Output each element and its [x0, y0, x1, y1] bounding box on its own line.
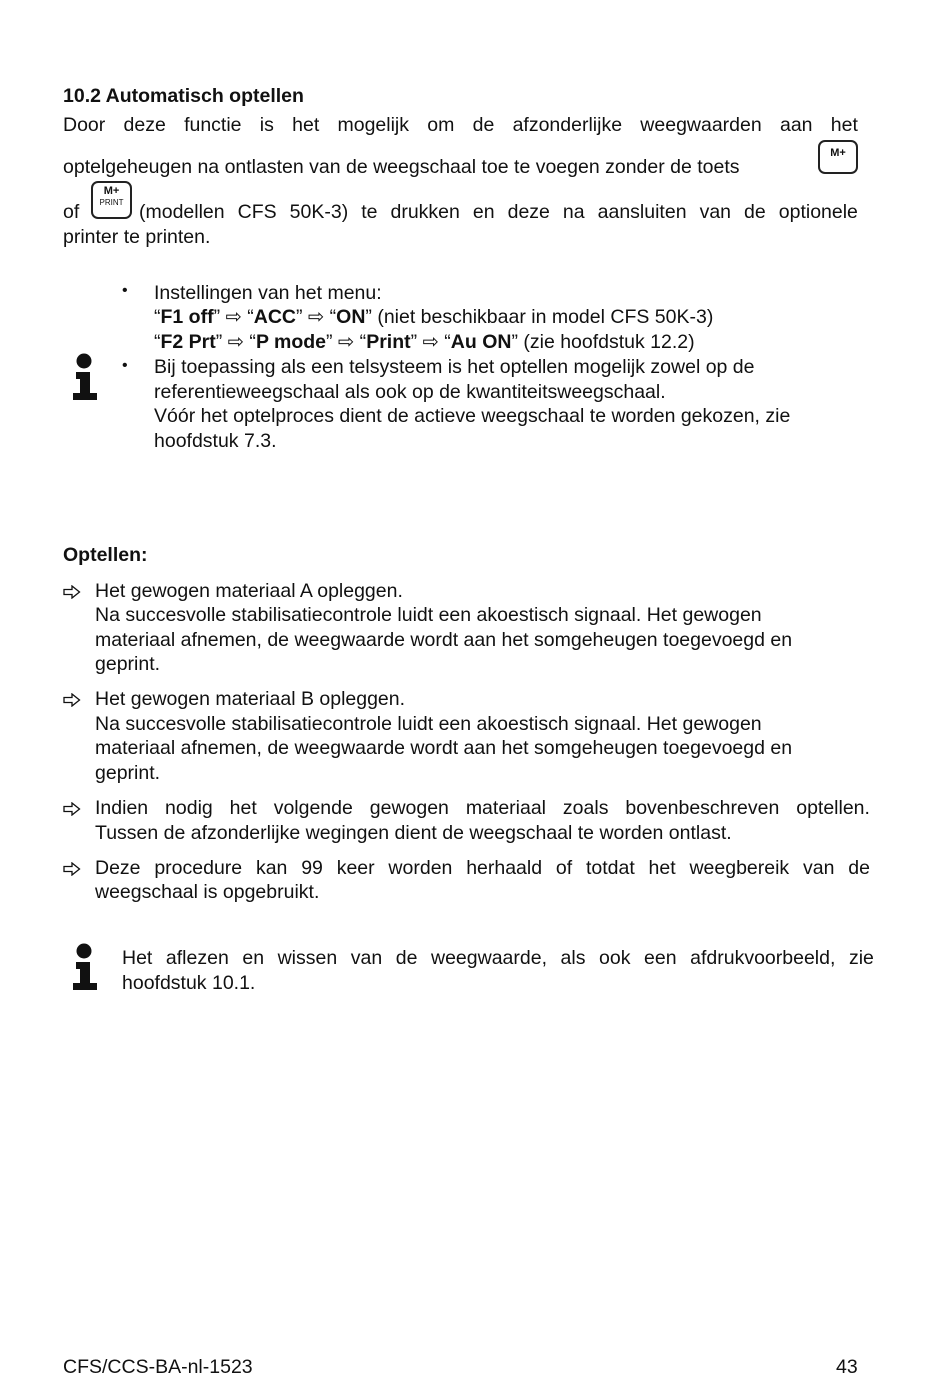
mplus-key-icon	[818, 140, 858, 174]
word: om	[427, 114, 455, 136]
menu-value: Au ON	[450, 331, 512, 353]
info-icon	[70, 352, 100, 402]
footer-doc-id: CFS/CCS-BA-nl-1523	[63, 1356, 253, 1378]
word: deze	[123, 114, 166, 136]
word: drukken	[390, 201, 460, 223]
word: het	[648, 857, 676, 879]
word: te	[361, 201, 378, 223]
word: zoals	[562, 797, 609, 819]
arrow-separator: ” ⇨ “	[410, 331, 451, 353]
step1-line: geprint.	[95, 653, 161, 675]
word: procedure	[154, 857, 243, 879]
info-icon	[70, 942, 100, 992]
word: weegwaarden	[640, 114, 762, 136]
word: totdat	[585, 857, 635, 879]
bullet2-line: Vóór het optelproces dient de actieve weegschaal te worden gekozen, zie	[154, 405, 791, 427]
arrow-separator: ” ⇨ “	[213, 306, 254, 328]
quote: “	[154, 331, 161, 353]
word: CFS	[237, 201, 277, 223]
intro-line-3-prefix: of	[63, 201, 80, 223]
word: als	[560, 947, 586, 969]
word: Het	[122, 947, 153, 969]
menu-value: ON	[336, 306, 366, 328]
word: bovenbeschreven	[625, 797, 780, 819]
optellen-heading: Optellen:	[63, 544, 148, 566]
step1-line: Het gewogen materiaal A opleggen.	[95, 580, 403, 602]
word: van	[802, 857, 835, 879]
bullet2-line: referentieweegschaal als ook op de kwantiteitsweegschaal.	[154, 381, 666, 403]
word: kan	[255, 857, 288, 879]
section-title: 10.2 Automatisch optellen	[63, 85, 304, 107]
word: ook	[599, 947, 631, 969]
menu-value: F2 Prt	[160, 331, 216, 353]
word: aansluiten	[597, 201, 687, 223]
bullet2-line: hoofdstuk 7.3.	[154, 430, 277, 452]
menu-path-row-1	[154, 305, 713, 329]
mplus-print-key-bottom: PRINT	[99, 198, 124, 207]
step2-line: geprint.	[95, 762, 161, 784]
note-line-1	[122, 946, 874, 970]
intro-line-3	[139, 200, 858, 224]
bullet-dot: •	[122, 282, 128, 299]
step2-line: materiaal afnemen, de weegwaarde wordt aan het somgeheugen toegevoegd en	[95, 737, 793, 759]
hollow-arrow-icon	[63, 693, 81, 707]
word: van	[350, 947, 383, 969]
hollow-arrow-icon	[63, 802, 81, 816]
quote: “	[154, 306, 161, 328]
step4-line-1	[95, 856, 870, 880]
step3-line-2: Tussen de afzonderlijke wegingen dient de weegschaal te worden ontlast.	[95, 822, 732, 844]
step1-line: materiaal afnemen, de weegwaarde wordt aan het somgeheugen toegevoegd en	[95, 629, 793, 651]
word: aan	[779, 114, 813, 136]
intro-line-4: printer te printen.	[63, 226, 211, 248]
word: het	[292, 114, 320, 136]
word: weegbereik	[689, 857, 790, 879]
step2-line: Het gewogen materiaal B opleggen.	[95, 688, 406, 710]
word: is	[259, 114, 274, 136]
menu-path-row-2	[154, 330, 695, 354]
arrow-separator: ” ⇨ “	[296, 306, 337, 328]
intro-line-2: optelgeheugen na ontlasten van de weegschaal toe te voegen zonder de toets	[63, 156, 740, 178]
arrow-separator: ” ⇨ “	[326, 331, 367, 353]
word: en	[472, 201, 495, 223]
word: mogelijk	[337, 114, 410, 136]
mplus-print-key-top: M+	[103, 185, 120, 197]
word: of	[555, 857, 573, 879]
word: de	[472, 114, 495, 136]
note-line-2: hoofdstuk 10.1.	[122, 972, 256, 994]
word: optellen.	[796, 797, 870, 819]
menu-note: ” (niet beschikbaar in model CFS 50K-3)	[365, 306, 714, 328]
word: het	[830, 114, 858, 136]
intro-line-1	[63, 113, 858, 137]
bullet2-line: Bij toepassing als een telsysteem is het optellen mogelijk zowel op de	[154, 356, 755, 378]
word: herhaald	[466, 857, 543, 879]
word: 99	[301, 857, 323, 879]
word: na	[562, 201, 585, 223]
menu-settings-label: Instellingen van het menu:	[154, 282, 382, 304]
word: nodig	[165, 797, 213, 819]
word: de	[848, 857, 870, 879]
word: Door	[63, 114, 106, 136]
step3-line-1	[95, 796, 870, 820]
arrow-separator: ” ⇨ “	[215, 331, 256, 353]
mplus-print-key-icon	[91, 181, 132, 219]
word: aflezen	[165, 947, 229, 969]
footer-page-number: 43	[836, 1356, 858, 1378]
menu-value: Print	[366, 331, 411, 353]
mplus-key-label: M+	[830, 147, 846, 159]
word: zie	[848, 947, 874, 969]
hollow-arrow-icon	[63, 862, 81, 876]
word: Indien	[95, 797, 149, 819]
word: functie	[184, 114, 242, 136]
word: Deze	[95, 857, 141, 879]
step4-line-2: weegschaal is opgebruikt.	[95, 881, 320, 903]
word: optionele	[778, 201, 858, 223]
word: en	[242, 947, 265, 969]
word: afzonderlijke	[512, 114, 623, 136]
word: 50K-3)	[289, 201, 349, 223]
word: worden	[388, 857, 453, 879]
word: afdrukvoorbeeld,	[690, 947, 836, 969]
word: gewogen	[369, 797, 449, 819]
menu-note: ” (zie hoofdstuk 12.2)	[511, 331, 695, 353]
menu-value: ACC	[253, 306, 296, 328]
word: weegwaarde,	[431, 947, 547, 969]
word: volgende	[273, 797, 353, 819]
word: materiaal	[465, 797, 547, 819]
step1-line: Na succesvolle stabilisatiecontrole luidt een akoestisch signaal. Het gewogen	[95, 604, 762, 626]
word: keer	[336, 857, 375, 879]
word: de	[744, 201, 766, 223]
menu-value: P mode	[255, 331, 327, 353]
hollow-arrow-icon	[63, 585, 81, 599]
step2-line: Na succesvolle stabilisatiecontrole luidt een akoestisch signaal. Het gewogen	[95, 713, 762, 735]
menu-value: F1 off	[160, 306, 214, 328]
bullet-dot: •	[122, 357, 128, 374]
word: het	[229, 797, 257, 819]
word: de	[395, 947, 418, 969]
word: van	[699, 201, 732, 223]
word: een	[644, 947, 677, 969]
word: deze	[507, 201, 550, 223]
word: wissen	[277, 947, 338, 969]
word: (modellen	[139, 201, 225, 223]
